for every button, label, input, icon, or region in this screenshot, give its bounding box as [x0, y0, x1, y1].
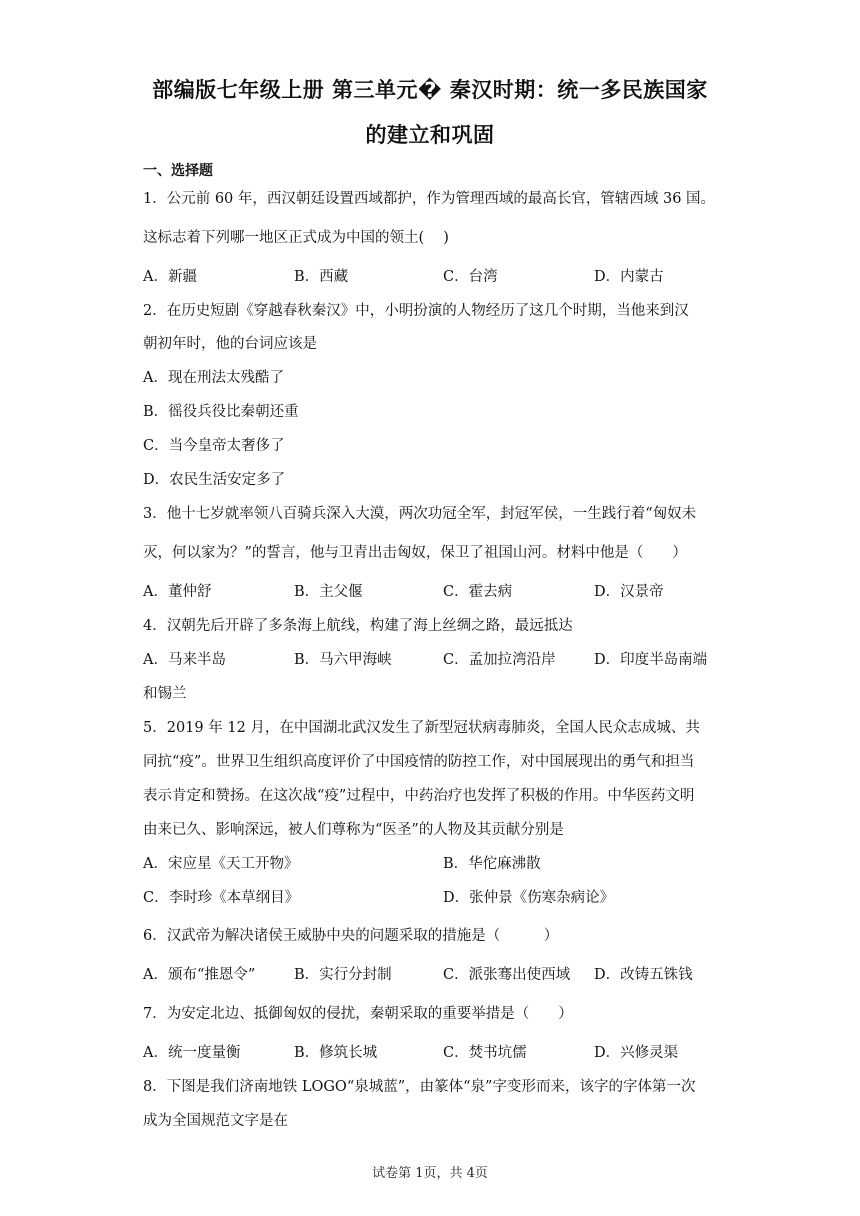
- option-b[interactable]: B．主父偃: [294, 584, 363, 600]
- option-a[interactable]: A．现在刑法太残酷了: [143, 370, 284, 386]
- option-a[interactable]: A．新疆: [143, 269, 197, 285]
- question-text: 8．下图是我们济南地铁 LOGO“泉城蓝”，由篆体“泉”字变形而来，该字的字体第一次: [143, 1079, 696, 1095]
- option-d[interactable]: D．内蒙古: [594, 269, 664, 285]
- option-d[interactable]: D．张仲景《伤寒杂病论》: [443, 890, 615, 906]
- option-d[interactable]: D．农民生活安定多了: [143, 472, 286, 488]
- question-text: 4．汉朝先后开辟了多条海上航线，构建了海上丝绸之路，最远抵达: [143, 618, 573, 634]
- option-a[interactable]: A．颁布“推恩令”: [143, 967, 256, 983]
- option-b[interactable]: B．修筑长城: [294, 1045, 378, 1061]
- question-text: 1．公元前 60 年，西汉朝廷设置西域都护，作为管理西域的最高长官，管辖西域 36 国。: [143, 191, 716, 207]
- option-a[interactable]: A．统一度量衡: [143, 1045, 241, 1061]
- option-b[interactable]: B．华佗麻沸散: [443, 856, 541, 872]
- question-text: 同抗“疫”。世界卫生组织高度评价了中国疫情的防控工作，对中国展现出的勇气和担当: [143, 754, 695, 770]
- section-heading: 一、选择题: [143, 163, 213, 179]
- option-a[interactable]: A．宋应星《天工开物》: [143, 856, 299, 872]
- option-a[interactable]: A．马来半岛: [143, 652, 226, 668]
- page-footer: 试卷第 1页，共 4页: [372, 1166, 488, 1181]
- question-text: 由来已久、影响深远，被人们尊称为“医圣”的人物及其贡献分别是: [143, 822, 564, 838]
- question-text: 朝初年时，他的台词应该是: [143, 336, 317, 352]
- option-b[interactable]: B．徭役兵役比秦朝还重: [143, 404, 299, 420]
- question-text: 这标志着下列哪一地区正式成为中国的领土( ): [143, 230, 449, 246]
- page-title-line2: 的建立和巩固: [365, 123, 495, 147]
- question-text: 5．2019 年 12 月，在中国湖北武汉发生了新型冠状病毒肺炎，全国人民众志成城、共: [143, 720, 700, 736]
- option-a[interactable]: A．董仲舒: [143, 584, 212, 600]
- option-b[interactable]: B．马六甲海峡: [294, 652, 392, 668]
- question-text: 3．他十七岁就率领八百骑兵深入大漠，两次功冠全军，封冠军侯，一生践行着“匈奴未: [143, 506, 697, 522]
- option-d[interactable]: D．兴修灵渠: [594, 1045, 679, 1061]
- option-c[interactable]: C．当今皇帝太奢侈了: [143, 438, 285, 454]
- option-c[interactable]: C．派张骞出使西域: [443, 967, 571, 983]
- option-d-continuation: 和锡兰: [143, 686, 187, 702]
- question-text: 2．在历史短剧《穿越春秋秦汉》中，小明扮演的人物经历了这几个时期，当他来到汉: [143, 303, 689, 319]
- option-c[interactable]: C．霍去病: [443, 584, 513, 600]
- option-d[interactable]: D．印度半岛南端: [594, 652, 708, 668]
- option-b[interactable]: B．西藏: [294, 269, 349, 285]
- option-d[interactable]: D．改铸五铢钱: [594, 967, 693, 983]
- option-c[interactable]: C．李时珍《本草纲目》: [143, 890, 300, 906]
- option-c[interactable]: C．焚书坑儒: [443, 1045, 527, 1061]
- option-c[interactable]: C．孟加拉湾沿岸: [443, 652, 556, 668]
- question-text: 6．汉武帝为解决诸侯王威胁中央的问题采取的措施是（ ）: [143, 928, 559, 944]
- option-b[interactable]: B．实行分封制: [294, 967, 392, 983]
- question-text: 表示肯定和赞扬。在这次战“疫”过程中，中药治疗也发挥了积极的作用。中华医药文明: [143, 788, 695, 804]
- question-text: 7．为安定北边、抵御匈奴的侵扰，秦朝采取的重要举措是（ ）: [143, 1006, 573, 1022]
- page-title-line1: 部编版七年级上册 第三单元� 秦汉时期：统一多民族国家: [152, 78, 708, 102]
- question-text: 成为全国规范文字是在: [143, 1113, 288, 1129]
- option-d[interactable]: D．汉景帝: [594, 584, 664, 600]
- option-c[interactable]: C．台湾: [443, 269, 498, 285]
- question-text: 灭，何以家为？”的誓言，他与卫青出击匈奴，保卫了祖国山河。材料中他是（ ）: [143, 545, 687, 561]
